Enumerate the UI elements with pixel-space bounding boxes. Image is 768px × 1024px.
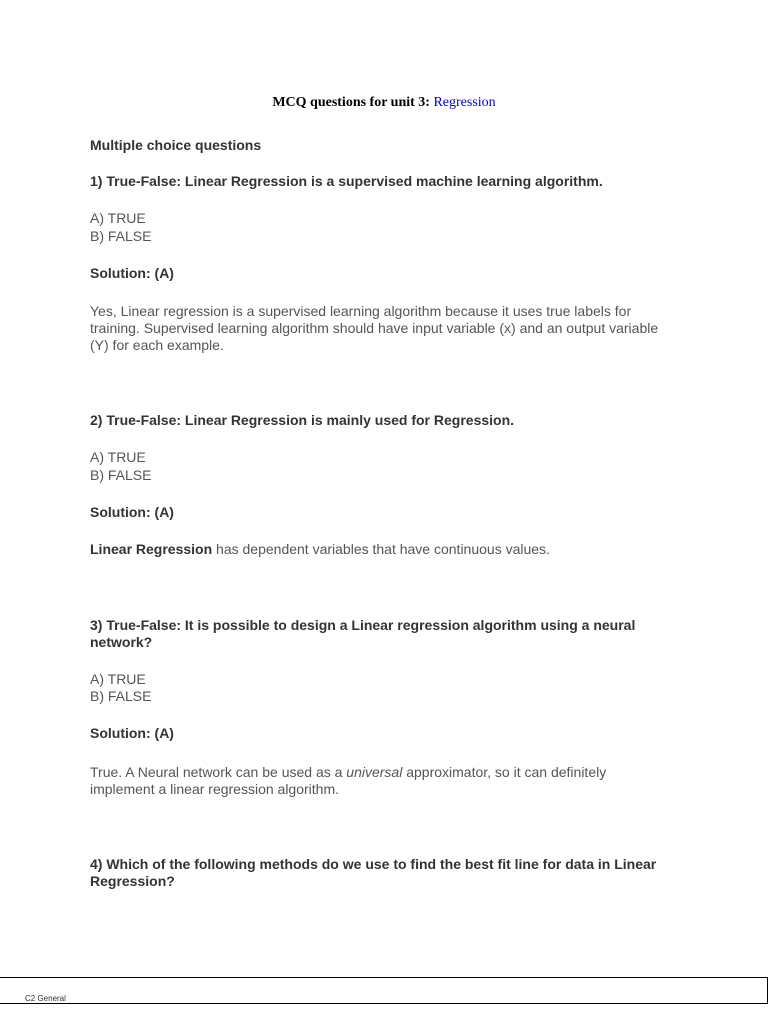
- question-2-explanation-rest: has dependent variables that have continuous values.: [212, 541, 550, 557]
- question-1-solution: Solution: (A): [90, 265, 174, 281]
- question-1-explanation-line-1: Yes, Linear regression is a supervised learning algorithm because it uses true labels for: [90, 303, 632, 319]
- section-heading: Multiple choice questions: [90, 137, 262, 153]
- question-3-explanation-part-a: True. A Neural network can be used as a: [90, 764, 347, 780]
- question-3-line-1: 3) True-False: It is possible to design a Linear regression algorithm using a neural: [90, 617, 636, 633]
- question-2: 2) True-False: Linear Regression is mainly used for Regression.: [90, 412, 515, 428]
- footer-box: [0, 977, 768, 1004]
- question-2-explanation: [90, 541, 690, 558]
- title-topic: Regression: [433, 95, 496, 110]
- question-3-explanation-part-b: approximator, so it can definitely: [402, 764, 607, 780]
- question-4-line-2: Regression?: [90, 873, 175, 889]
- question-3-explanation-line-2: implement a linear regression algorithm.: [90, 781, 339, 797]
- question-3-option-a: A) TRUE: [90, 671, 146, 687]
- question-3-solution: Solution: (A): [90, 725, 174, 741]
- question-2-option-b: B) FALSE: [90, 467, 152, 483]
- title-prefix: MCQ questions for unit 3:: [272, 95, 430, 110]
- question-4-line-1: 4) Which of the following methods do we use to find the best fit line for data in Linear: [90, 856, 657, 872]
- question-3-explanation-italic: universal: [346, 764, 403, 780]
- question-1-option-a: A) TRUE: [90, 210, 146, 226]
- question-1-option-b: B) FALSE: [90, 228, 152, 244]
- question-1-explanation-line-3: (Y) for each example.: [90, 337, 224, 353]
- question-3-option-b: B) FALSE: [90, 688, 152, 704]
- question-1-explanation-line-2: training. Supervised learning algorithm should have input variable (x) and an output variable: [90, 320, 659, 336]
- document-title: [0, 94, 768, 112]
- question-1: 1) True-False: Linear Regression is a supervised machine learning algorithm.: [90, 173, 603, 189]
- question-3-line-2: network?: [90, 634, 153, 650]
- footer-label: C2 General: [25, 994, 66, 1003]
- question-3-explanation-line-1: [90, 764, 690, 781]
- question-2-explanation-bold: Linear Regression: [90, 541, 213, 557]
- question-2-solution: Solution: (A): [90, 504, 174, 520]
- question-2-option-a: A) TRUE: [90, 449, 146, 465]
